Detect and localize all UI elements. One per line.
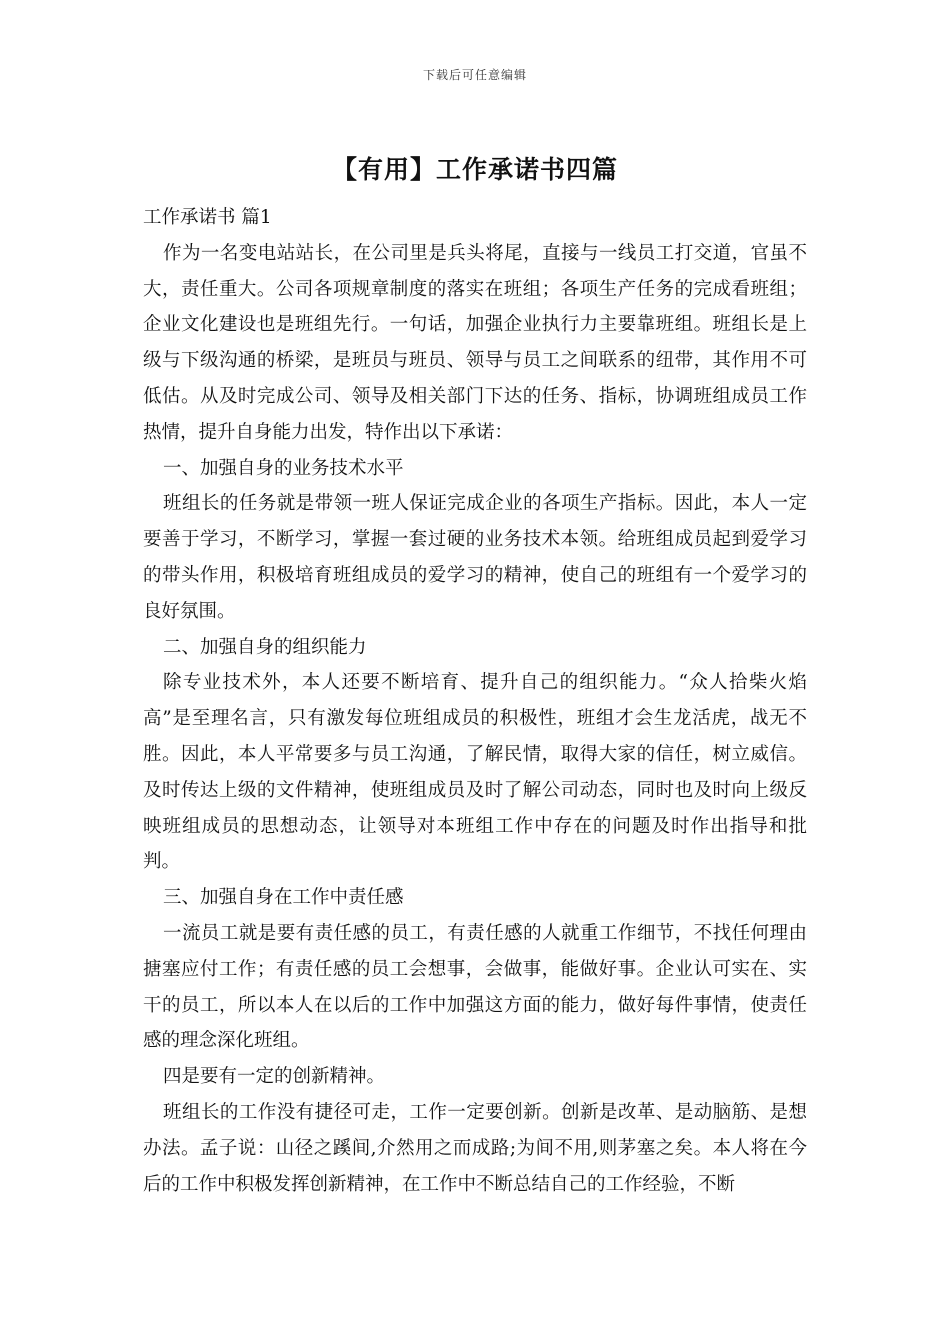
heading-3: 三、加强自身在工作中责任感 bbox=[163, 887, 404, 909]
heading-4: 四是要有一定的创新精神。 bbox=[163, 1066, 386, 1088]
document-title: 【有用】工作承诺书四篇 bbox=[331, 155, 618, 184]
heading-1: 一、加强自身的业务技术水平 bbox=[163, 457, 404, 479]
body-paragraph-1: 班组长的任务就是带领一班人保证完成企业的各项生产指标。因此，本人一定要善于学习，不断学习，掌握一套过硬的业务技术本领。给班组成员起到爱学习的带头作用，积极培育班组成员的爱学习的精神，使自己的班组有一个爱学习的良好氛围。 bbox=[143, 493, 807, 622]
body-paragraph-4: 班组长的工作没有捷径可走，工作一定要创新。创新是改革、是动脑筋、是想办法。孟子说：山径之蹊间,介然用之而成路;为间不用,则茅塞之矣。本人将在今后的工作中积极发挥创新精神，在工作中不断总结自己的工作经验，不断 bbox=[143, 1101, 807, 1195]
page-header-note: 下载后可任意编辑 bbox=[422, 68, 527, 82]
body-paragraph-3: 一流员工就是要有责任感的员工，有责任感的人就重工作细节，不找任何理由搪塞应付工作；有责任感的员工会想事，会做事，能做好事。企业认可实在、实干的员工，所以本人在以后的工作中加强这方面的能力，做好每件事情，使责任感的理念深化班组。 bbox=[143, 922, 807, 1052]
intro-paragraph: 作为一名变电站站长，在公司里是兵头将尾，直接与一线员工打交道，官虽不大，责任重大。公司各项规章制度的落实在班组；各项生产任务的完成看班组；企业文化建设也是班组先行。一句话，加强企业执行力主要靠班组。班组长是上级与下级沟通的桥梁，是班员与班员、领导与员工之间联系的纽带，其作用不可低估。从及时完成公司、领导及相关部门下达的任务、指标，协调班组成员工作热情，提升自身能力出发，特作出以下承诺： bbox=[143, 242, 807, 443]
section-label: 工作承诺书 篇1 bbox=[143, 207, 272, 228]
heading-2: 二、加强自身的组织能力 bbox=[163, 636, 367, 658]
document-body bbox=[143, 200, 807, 1202]
body-paragraph-2: 除专业技术外，本人还要不断培育、提升自己的组织能力。“众人拾柴火焰高”是至理名言，只有激发每位班组成员的积极性，班组才会生龙活虎，战无不胜。因此，本人平常要多与员工沟通，了解民情，取得大家的信任，树立威信。及时传达上级的文件精神，使班组成员及时了解公司动态，同时也及时向上级反映班组成员的思想动态，让领导对本班组工作中存在的问题及时作出指导和批判。 bbox=[143, 672, 807, 873]
